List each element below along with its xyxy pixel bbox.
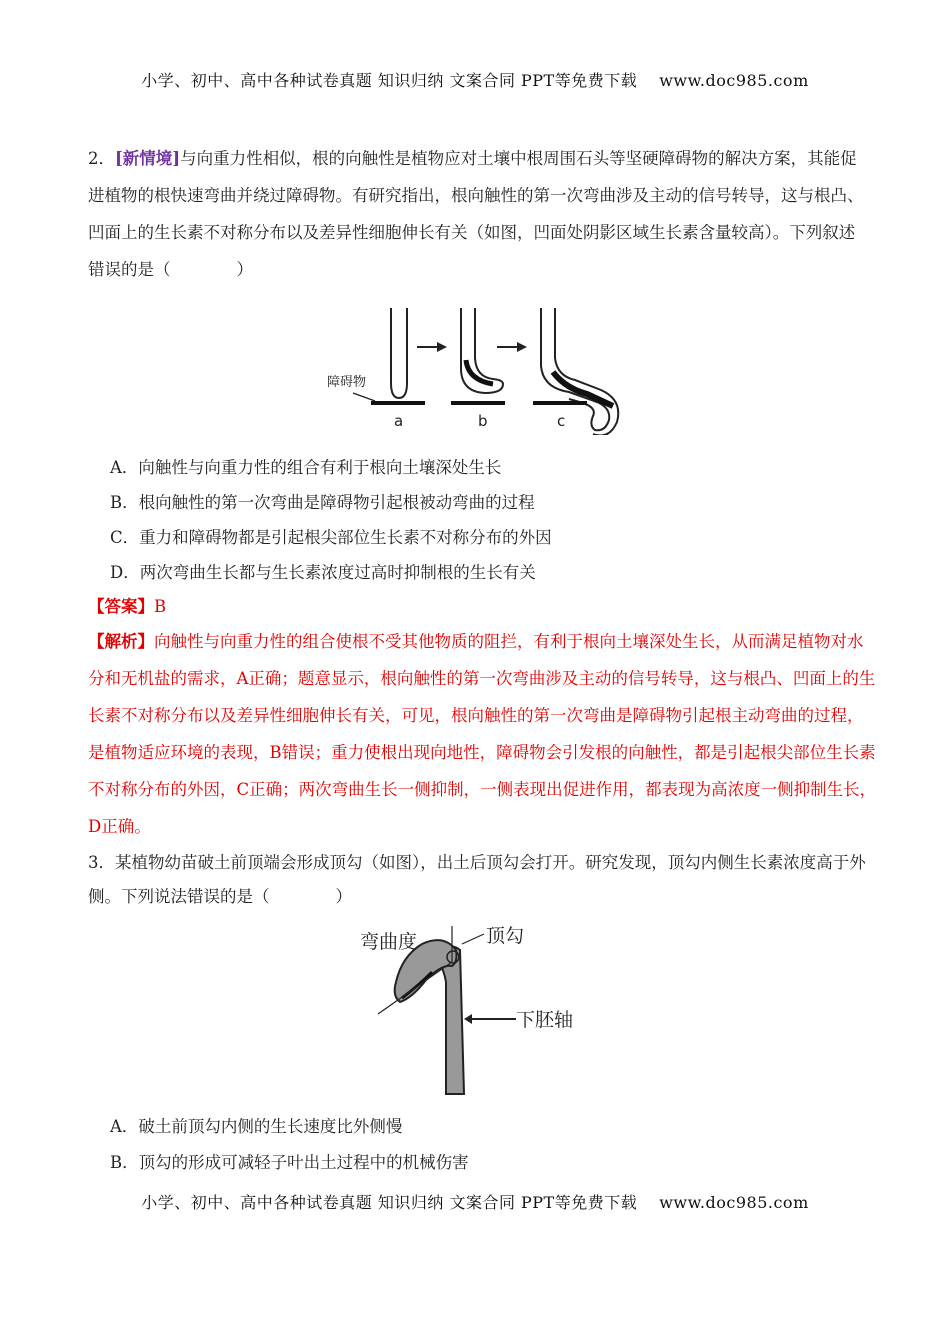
header-site-link[interactable]: www.doc985.com [659,71,809,90]
arrow-right-icon [497,342,527,352]
footer-text: 小学、初中、高中各种试卷真题 知识归纳 文案合同 PPT等免费下载 [141,1193,638,1212]
hook-pointer [462,934,484,944]
root-c-shade [553,372,613,406]
q3-figure [360,922,600,1097]
analysis-text: 向触性与向重力性的组合使根不受其他物质的阻拦，有利于根向土壤深处生长，从而满足植物对水分和无机盐的需求，A正确；题意显示，根向触性的第一次弯曲涉及主动的信号转导，这与根凸、凹面上的生长素不对称分布以及差异性细胞伸长有关，可见，根向触性的第一次弯曲是障碍物引起根主动弯曲的过程，是植物适应环境的表现，B错误；重力使根出现向地性，障碍物会引发根的向触性，都是引起根尖部位生长素不对称分布的外因，C正确；两次弯曲生长一侧抑制，一侧表现出促进作用，都表现为高浓度一侧抑制生长，D正确。 [88,632,877,836]
bend-label: 弯曲度 [360,931,418,953]
q2-tag: [新情境] [115,149,181,168]
obstacle-pointer [353,393,375,401]
q3-option-b: B．顶勾的形成可减轻子叶出土过程中的机械伤害 [110,1153,469,1172]
arrow-right-icon [417,342,447,352]
root-c [541,308,618,435]
header-text: 小学、初中、高中各种试卷真题 知识归纳 文案合同 PPT等免费下载 [141,71,638,90]
footer-site-link[interactable]: www.doc985.com [659,1193,809,1212]
q2-option-a: A．向触性与向重力性的组合有利于根向土壤深处生长 [110,458,502,477]
q2-number: 2． [88,149,115,168]
q2-answer [88,594,848,620]
q2-stem-text: 与向重力性相似，根的向触性是植物应对土壤中根周围石头等坚硬障碍物的解决方案，其能促进植物的根快速弯曲并绕过障碍物。有研究指出，根向触性的第一次弯曲涉及主动的信号转导，这与根凸、凹面上的生长素不对称分布以及差异性细胞伸长有关（如图，凹面处阴影区域生长素含量较高）。下列叙述错误的是（ ） [88,149,864,279]
q3-number: 3． [88,853,115,872]
q3-stem-text: 某植物幼苗破土前顶端会形成顶勾（如图），出土后顶勾会打开。研究发现，顶勾内侧生长素浓度高于外侧。下列说法错误的是（ ） [88,853,866,906]
root-a [391,308,407,398]
hook-label: 顶勾 [486,925,525,947]
q2-option-c: C．重力和障碍物都是引起根尖部位生长素不对称分布的外因 [110,528,552,547]
q2-option-d: D．两次弯曲生长都与生长素浓度过高时抑制根的生长有关 [110,563,536,582]
q2-figure [325,300,625,435]
figure-label-b: b [478,412,488,430]
answer-label: 【答案】 [88,597,154,616]
arrow-left-icon [464,1014,516,1024]
hypocotyl-label: 下胚轴 [516,1009,574,1031]
page-footer [0,1190,950,1213]
q2-stem [88,140,866,288]
q2-analysis [88,623,878,845]
q3-stem [88,846,866,914]
answer-value: B [154,597,167,616]
analysis-label: 【解析】 [88,632,154,651]
q2-option-b: B．根向触性的第一次弯曲是障碍物引起根被动弯曲的过程 [110,493,535,512]
obstacle-label: 障碍物 [327,375,367,390]
page-header [0,68,950,91]
figure-label-a: a [394,412,404,430]
q3-option-a: A．破土前顶勾内侧的生长速度比外侧慢 [110,1117,403,1136]
figure-label-c: c [557,412,566,430]
